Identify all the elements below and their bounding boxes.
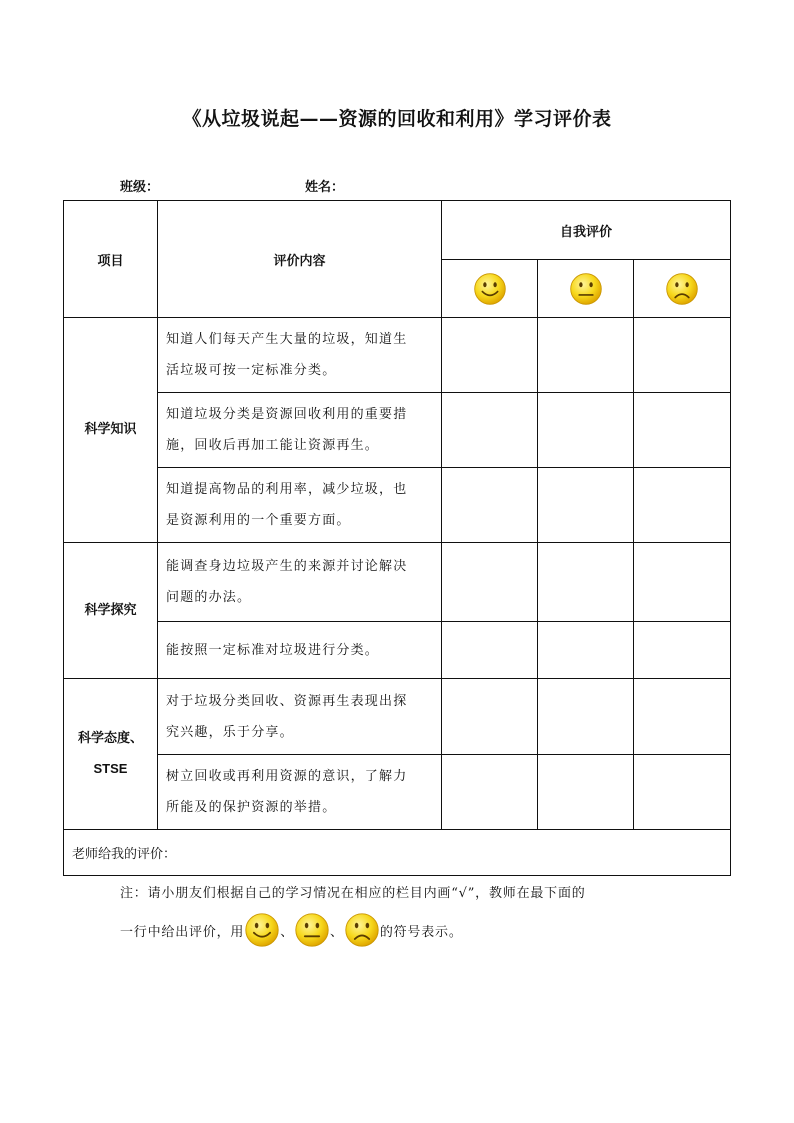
content-line: 能调查身边垃圾产生的来源并讨论解决 [166, 559, 408, 574]
category-line: STSE [93, 760, 128, 776]
self-eval-neutral-cell[interactable] [538, 318, 634, 393]
category-science-knowledge: 科学知识 [64, 318, 158, 543]
note-separator: 、 [280, 924, 295, 940]
content-line: 能按照一定标准对垃圾进行分类。 [166, 642, 380, 658]
content-cell [158, 468, 442, 543]
content-line: 活垃圾可按一定标准分类。 [166, 363, 337, 378]
header-item: 项目 [64, 201, 158, 318]
self-eval-frown-cell[interactable] [634, 318, 731, 393]
self-eval-frown-cell[interactable] [634, 543, 731, 622]
note-line-2 [120, 908, 463, 952]
note-suffix: 的符号表示。 [379, 924, 463, 940]
header-content: 评价内容 [158, 201, 442, 318]
content-cell [158, 318, 442, 393]
content-line: 知道人们每天产生大量的垃圾，知道生 [166, 332, 408, 347]
content-cell [158, 679, 442, 755]
content-line: 是资源利用的一个重要方面。 [166, 513, 351, 528]
note-prefix: 一行中给出评价，用 [120, 924, 245, 940]
header-neutral-cell [538, 260, 634, 318]
content-line: 树立回收或再利用资源的意识，了解力 [166, 769, 408, 784]
teacher-evaluation-label: 老师给我的评价： [72, 847, 177, 862]
self-eval-smile-cell[interactable] [442, 318, 538, 393]
content-line: 对于垃圾分类回收、资源再生表现出探 [166, 693, 408, 709]
content-cell [158, 543, 442, 622]
neutral-face-icon [294, 912, 330, 948]
smile-face-icon [473, 272, 507, 306]
self-eval-frown-cell[interactable] [634, 622, 731, 679]
content-line: 问题的办法。 [166, 590, 252, 605]
self-eval-smile-cell[interactable] [442, 679, 538, 755]
header-smile-cell [442, 260, 538, 318]
self-eval-smile-cell[interactable] [442, 755, 538, 830]
category-science-inquiry: 科学探究 [64, 543, 158, 679]
category-line: 科学态度、 [77, 730, 143, 746]
content-line: 究兴趣，乐于分享。 [166, 724, 294, 740]
self-eval-neutral-cell[interactable] [538, 468, 634, 543]
category-science-attitude-stse [64, 679, 158, 830]
page-title: 《从垃圾说起——资源的回收和利用》学习评价表 [182, 108, 612, 130]
content-cell [158, 393, 442, 468]
self-eval-neutral-cell[interactable] [538, 622, 634, 679]
name-label: 姓名： [305, 180, 345, 195]
self-eval-smile-cell[interactable] [442, 468, 538, 543]
self-eval-smile-cell[interactable] [442, 393, 538, 468]
self-eval-smile-cell[interactable] [442, 543, 538, 622]
teacher-evaluation-cell[interactable] [64, 830, 731, 876]
self-eval-smile-cell[interactable] [442, 622, 538, 679]
frown-face-icon [665, 272, 699, 306]
header-frown-cell [634, 260, 731, 318]
self-eval-neutral-cell[interactable] [538, 393, 634, 468]
self-eval-neutral-cell[interactable] [538, 679, 634, 755]
content-line: 施，回收后再加工能让资源再生。 [166, 438, 380, 453]
header-self-eval: 自我评价 [442, 201, 731, 260]
neutral-face-icon [569, 272, 603, 306]
self-eval-frown-cell[interactable] [634, 393, 731, 468]
note-separator: 、 [330, 924, 344, 940]
note-line-1: 注：请小朋友们根据自己的学习情况在相应的栏目内画“√”，教师在最下面的 [120, 886, 586, 901]
self-eval-neutral-cell[interactable] [538, 543, 634, 622]
smile-face-icon [244, 912, 280, 948]
class-label: 班级： [120, 180, 160, 195]
self-eval-frown-cell[interactable] [634, 755, 731, 830]
content-cell [158, 622, 442, 679]
content-cell [158, 755, 442, 830]
content-line: 所能及的保护资源的举措。 [166, 800, 337, 815]
content-line: 知道垃圾分类是资源回收利用的重要措 [166, 407, 408, 422]
self-eval-frown-cell[interactable] [634, 679, 731, 755]
evaluation-table [63, 200, 731, 876]
content-line: 知道提高物品的利用率，减少垃圾，也 [166, 482, 408, 497]
self-eval-neutral-cell[interactable] [538, 755, 634, 830]
self-eval-frown-cell[interactable] [634, 468, 731, 543]
frown-face-icon [344, 912, 380, 948]
